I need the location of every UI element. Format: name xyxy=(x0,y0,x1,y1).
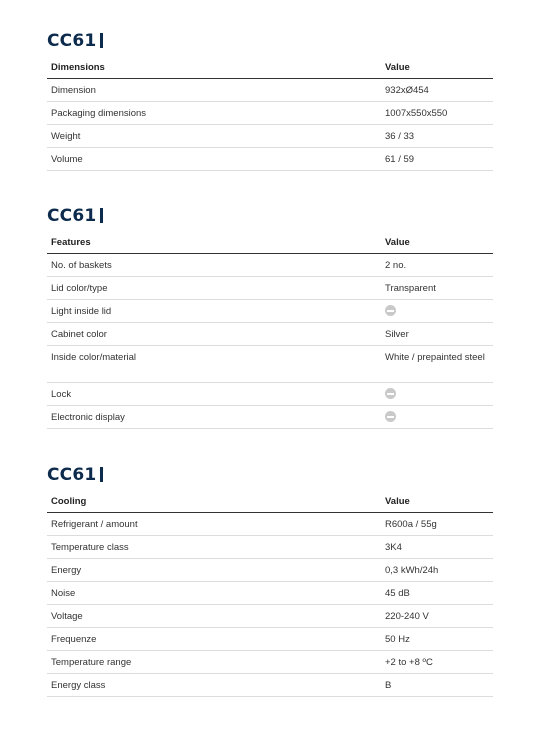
column-header-value: Value xyxy=(381,490,493,513)
cooling-section xyxy=(47,464,493,697)
table-row xyxy=(47,323,493,346)
not-available-icon xyxy=(385,411,396,422)
row-value: 50 Hz xyxy=(381,628,493,651)
table-row xyxy=(47,406,493,429)
table-row xyxy=(47,125,493,148)
section-title: CC61 xyxy=(47,464,493,486)
row-label: Lock xyxy=(47,383,381,406)
row-label: Voltage xyxy=(47,605,381,628)
table-row xyxy=(47,383,493,406)
row-value: 220-240 V xyxy=(381,605,493,628)
table-row xyxy=(47,536,493,559)
column-header-value: Value xyxy=(381,231,493,254)
row-value: 61 / 59 xyxy=(381,148,493,171)
row-label: Packaging dimensions xyxy=(47,102,381,125)
table-row xyxy=(47,628,493,651)
section-title: CC61 xyxy=(47,30,493,52)
table-header-row xyxy=(47,231,493,254)
table-row xyxy=(47,346,493,383)
column-header-name: Cooling xyxy=(47,490,381,513)
row-label: Energy xyxy=(47,559,381,582)
table-row xyxy=(47,277,493,300)
table-row xyxy=(47,559,493,582)
dimensions-table xyxy=(47,56,493,171)
row-label: Temperature range xyxy=(47,651,381,674)
row-value: R600a / 55g xyxy=(381,513,493,536)
row-value: 0,3 kWh/24h xyxy=(381,559,493,582)
row-value: 45 dB xyxy=(381,582,493,605)
cooling-table xyxy=(47,490,493,697)
row-label: Noise xyxy=(47,582,381,605)
row-label: Frequenze xyxy=(47,628,381,651)
table-header-row xyxy=(47,490,493,513)
table-row xyxy=(47,651,493,674)
table-header-row xyxy=(47,56,493,79)
section-title: CC61 xyxy=(47,205,493,227)
row-label: Temperature class xyxy=(47,536,381,559)
table-row xyxy=(47,300,493,323)
row-label: Inside color/material xyxy=(47,346,381,383)
row-label: No. of baskets xyxy=(47,254,381,277)
row-value: 2 no. xyxy=(381,254,493,277)
row-label: Volume xyxy=(47,148,381,171)
table-row xyxy=(47,254,493,277)
row-value: 1007x550x550 xyxy=(381,102,493,125)
table-row xyxy=(47,513,493,536)
row-label: Energy class xyxy=(47,674,381,697)
features-section xyxy=(47,205,493,429)
row-value: 36 / 33 xyxy=(381,125,493,148)
row-label: Lid color/type xyxy=(47,277,381,300)
row-value: B xyxy=(381,674,493,697)
features-table xyxy=(47,231,493,429)
row-label: Weight xyxy=(47,125,381,148)
row-value xyxy=(381,300,493,323)
row-value: 932xØ454 xyxy=(381,79,493,102)
table-row xyxy=(47,79,493,102)
row-label: Electronic display xyxy=(47,406,381,429)
table-row xyxy=(47,605,493,628)
row-label: Cabinet color xyxy=(47,323,381,346)
row-value: Silver xyxy=(381,323,493,346)
row-label: Refrigerant / amount xyxy=(47,513,381,536)
row-value: Transparent xyxy=(381,277,493,300)
row-value xyxy=(381,406,493,429)
column-header-name: Features xyxy=(47,231,381,254)
row-value: White / prepainted steel xyxy=(381,346,493,383)
table-row xyxy=(47,148,493,171)
row-value: 3K4 xyxy=(381,536,493,559)
dimensions-section xyxy=(47,30,493,171)
column-header-name: Dimensions xyxy=(47,56,381,79)
table-row xyxy=(47,674,493,697)
row-value: +2 to +8 ºC xyxy=(381,651,493,674)
table-row xyxy=(47,582,493,605)
row-label: Light inside lid xyxy=(47,300,381,323)
row-value xyxy=(381,383,493,406)
not-available-icon xyxy=(385,305,396,316)
table-row xyxy=(47,102,493,125)
column-header-value: Value xyxy=(381,56,493,79)
row-label: Dimension xyxy=(47,79,381,102)
not-available-icon xyxy=(385,388,396,399)
